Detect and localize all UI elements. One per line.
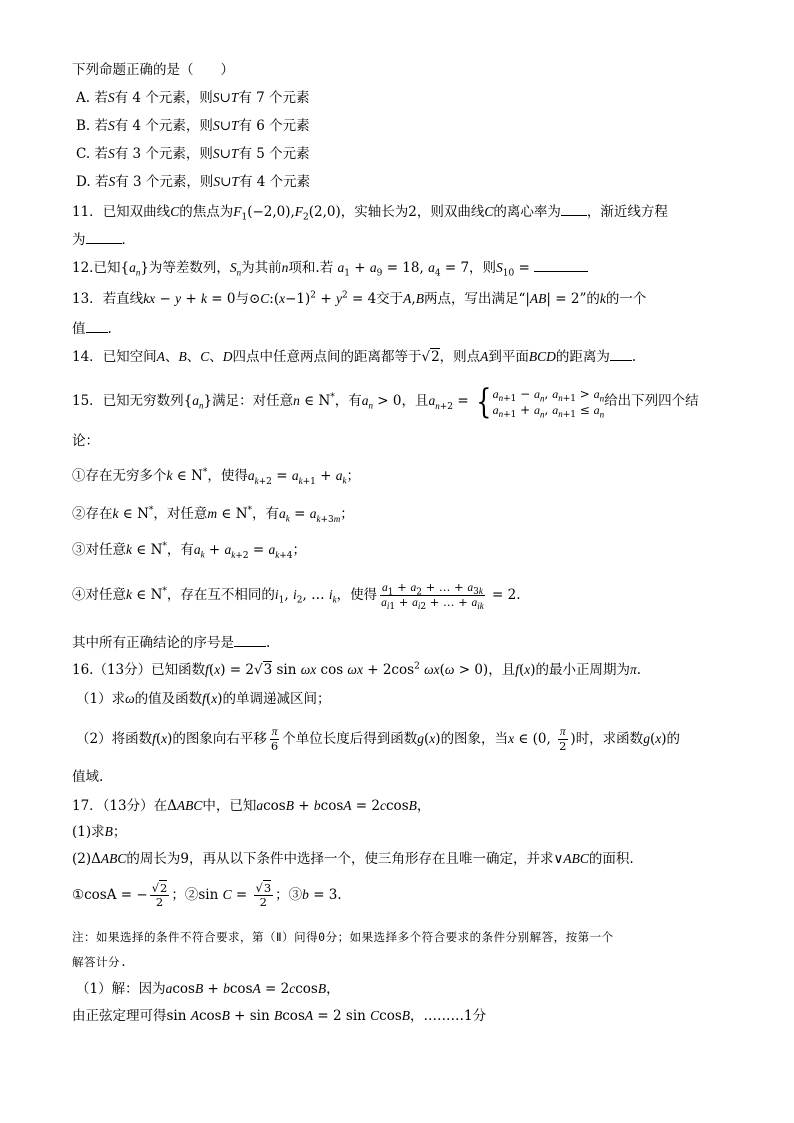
q13-line1: 13．若直线kx − y + k = 0与$⊙C:(x-1)^2 + y^2 = 4$交于A,B两点，写出满足“|AB| = 2”的k的一个 [72, 290, 647, 307]
q15-line2: 论： [72, 433, 99, 449]
q15-conclusion-3: ③对任意k ∈ N*，有$a_k + a_{k+2} = a_{k+4}$； [72, 541, 307, 561]
q17-line1: 17．（13分）在ΔABC中，已知acosB + bcosA = 2ccosB， [72, 798, 431, 814]
q17-part1: (1)求B； [72, 824, 127, 840]
q17-note-line1: 注：如果选择的条件不符合要求，第（Ⅱ）问得0分；如果选择多个符合要求的条件分别解答，按第一个 [72, 930, 614, 944]
q17-note-line2: 解答计分. [72, 955, 128, 969]
q16-line1: 16.（13分）已知函数f(x) = 2√3 sin ωx $\cos \omega x + 2\cos^2$ ωx(ω > 0)，且f(x)的最小正周期为π. [72, 661, 642, 678]
q10-option-c: C. 若S有 3 个元素，则S∪T有 5 个元素 [76, 146, 310, 162]
q10-option-d: D. 若S有 3 个元素，则S∪T有 4 个元素 [76, 174, 311, 190]
q15-conclusion-4: ④对任意k ∈ N*，存在互不相同的$i_1$, $i_2$, … $i_k$，使得 $\frac{a_1 + a_2 + \dots + a_{3k}}{a_{i1} + a_{i2} + \dots + a_{ik}}$ = 2. [72, 580, 521, 613]
q11-line1: 11．已知双曲线C的焦点为$F_1(-2,0),F_2(2,0)$，实轴长为2，则双曲线C的离心率为 ，渐近线方程 [72, 204, 668, 223]
q15-piecewise: { $a_{n+1} - a_n$, $a_{n+1} > a_n$ $a_{n+1} + a_n$, $a_{n+1} \le a_n$ [476, 381, 605, 422]
q17-options: ①cosA = − $\frac{√2}{2}$ ；②sin C = $\frac{√3}{2}$ ；③b = 3. [72, 881, 342, 909]
q17-part2: (2)ΔABC的周长为9，再从以下条件中选择一个，使三角形存在且唯一确定，并求∨ABC的面积. [72, 851, 634, 867]
q10-option-a: A. 若S有 4 个元素，则S∪T有 7 个元素 [76, 90, 310, 106]
q16-part2: （2）将函数f(x)的图象向右平移 $\frac{\pi}{6}$ 个单位长度后得到函数g(x)的图象，当x ∈ (0, $\frac{\pi}{2}$ )时，求函数g(x)的 [76, 726, 680, 753]
q13-line2: 值 . [72, 321, 112, 337]
q14-line: 14．已知空间A、B、C、D四点中任意两点间的距离都等于√2，则点A到平面BCD的距离为 . [72, 349, 637, 365]
q15-conclusion-1: ①存在无穷多个k ∈ N*，使得$a_{k+2} = a_{k+1} + a_k$； [72, 467, 361, 487]
q10-stem: 下列命题正确的是（ ） [72, 62, 234, 78]
q16-part1: （1）求ω的值及函数f(x)的单调递减区间； [76, 691, 331, 707]
q15-conclusion-2: ②存在k ∈ N*，对任意m ∈ N*，有$a_k = a_{k+3m}$； [72, 505, 354, 525]
q11-line2: 为 ． [72, 232, 135, 248]
q10-option-b: B. 若S有 4 个元素，则S∪T有 6 个元素 [76, 118, 310, 134]
q16-line3: 值域. [72, 769, 104, 785]
q17-solution-1: （1）解：因为acosB + bcosA = 2ccosB， [76, 981, 340, 997]
q17-solution-2: 由正弦定理可得sin AcosB + sin BcosA = 2 sin CcosB，………1分 [72, 1008, 487, 1024]
q15-ask: 其中所有正确结论的序号是 . [72, 635, 271, 651]
q12-line: 12.已知$\{a_n\}$为等差数列，$S_n$为其前n项和.若 $a_1 + a_9 = 18$, $a_4 = 7$，则$S_{10}$ = [72, 259, 588, 277]
q15-line1: 15．已知无穷数列$\{a_n\}$满足：对任意n ∈ N*，有$a_n > 0$，且$a_{n+2}$ = { $a_{n+1} - a_n$, $a_{n+1} > a_n$ $a_{n+1} + a_n$, $a_{n+1} \le a_n$ 给出下列四个结 [72, 381, 699, 422]
q15-fraction: $\frac{a_1 + a_2 + \dots + a_{3k}}{a_{i1} + a_{i2} + \dots + a_{ik}}$ [381, 580, 484, 613]
